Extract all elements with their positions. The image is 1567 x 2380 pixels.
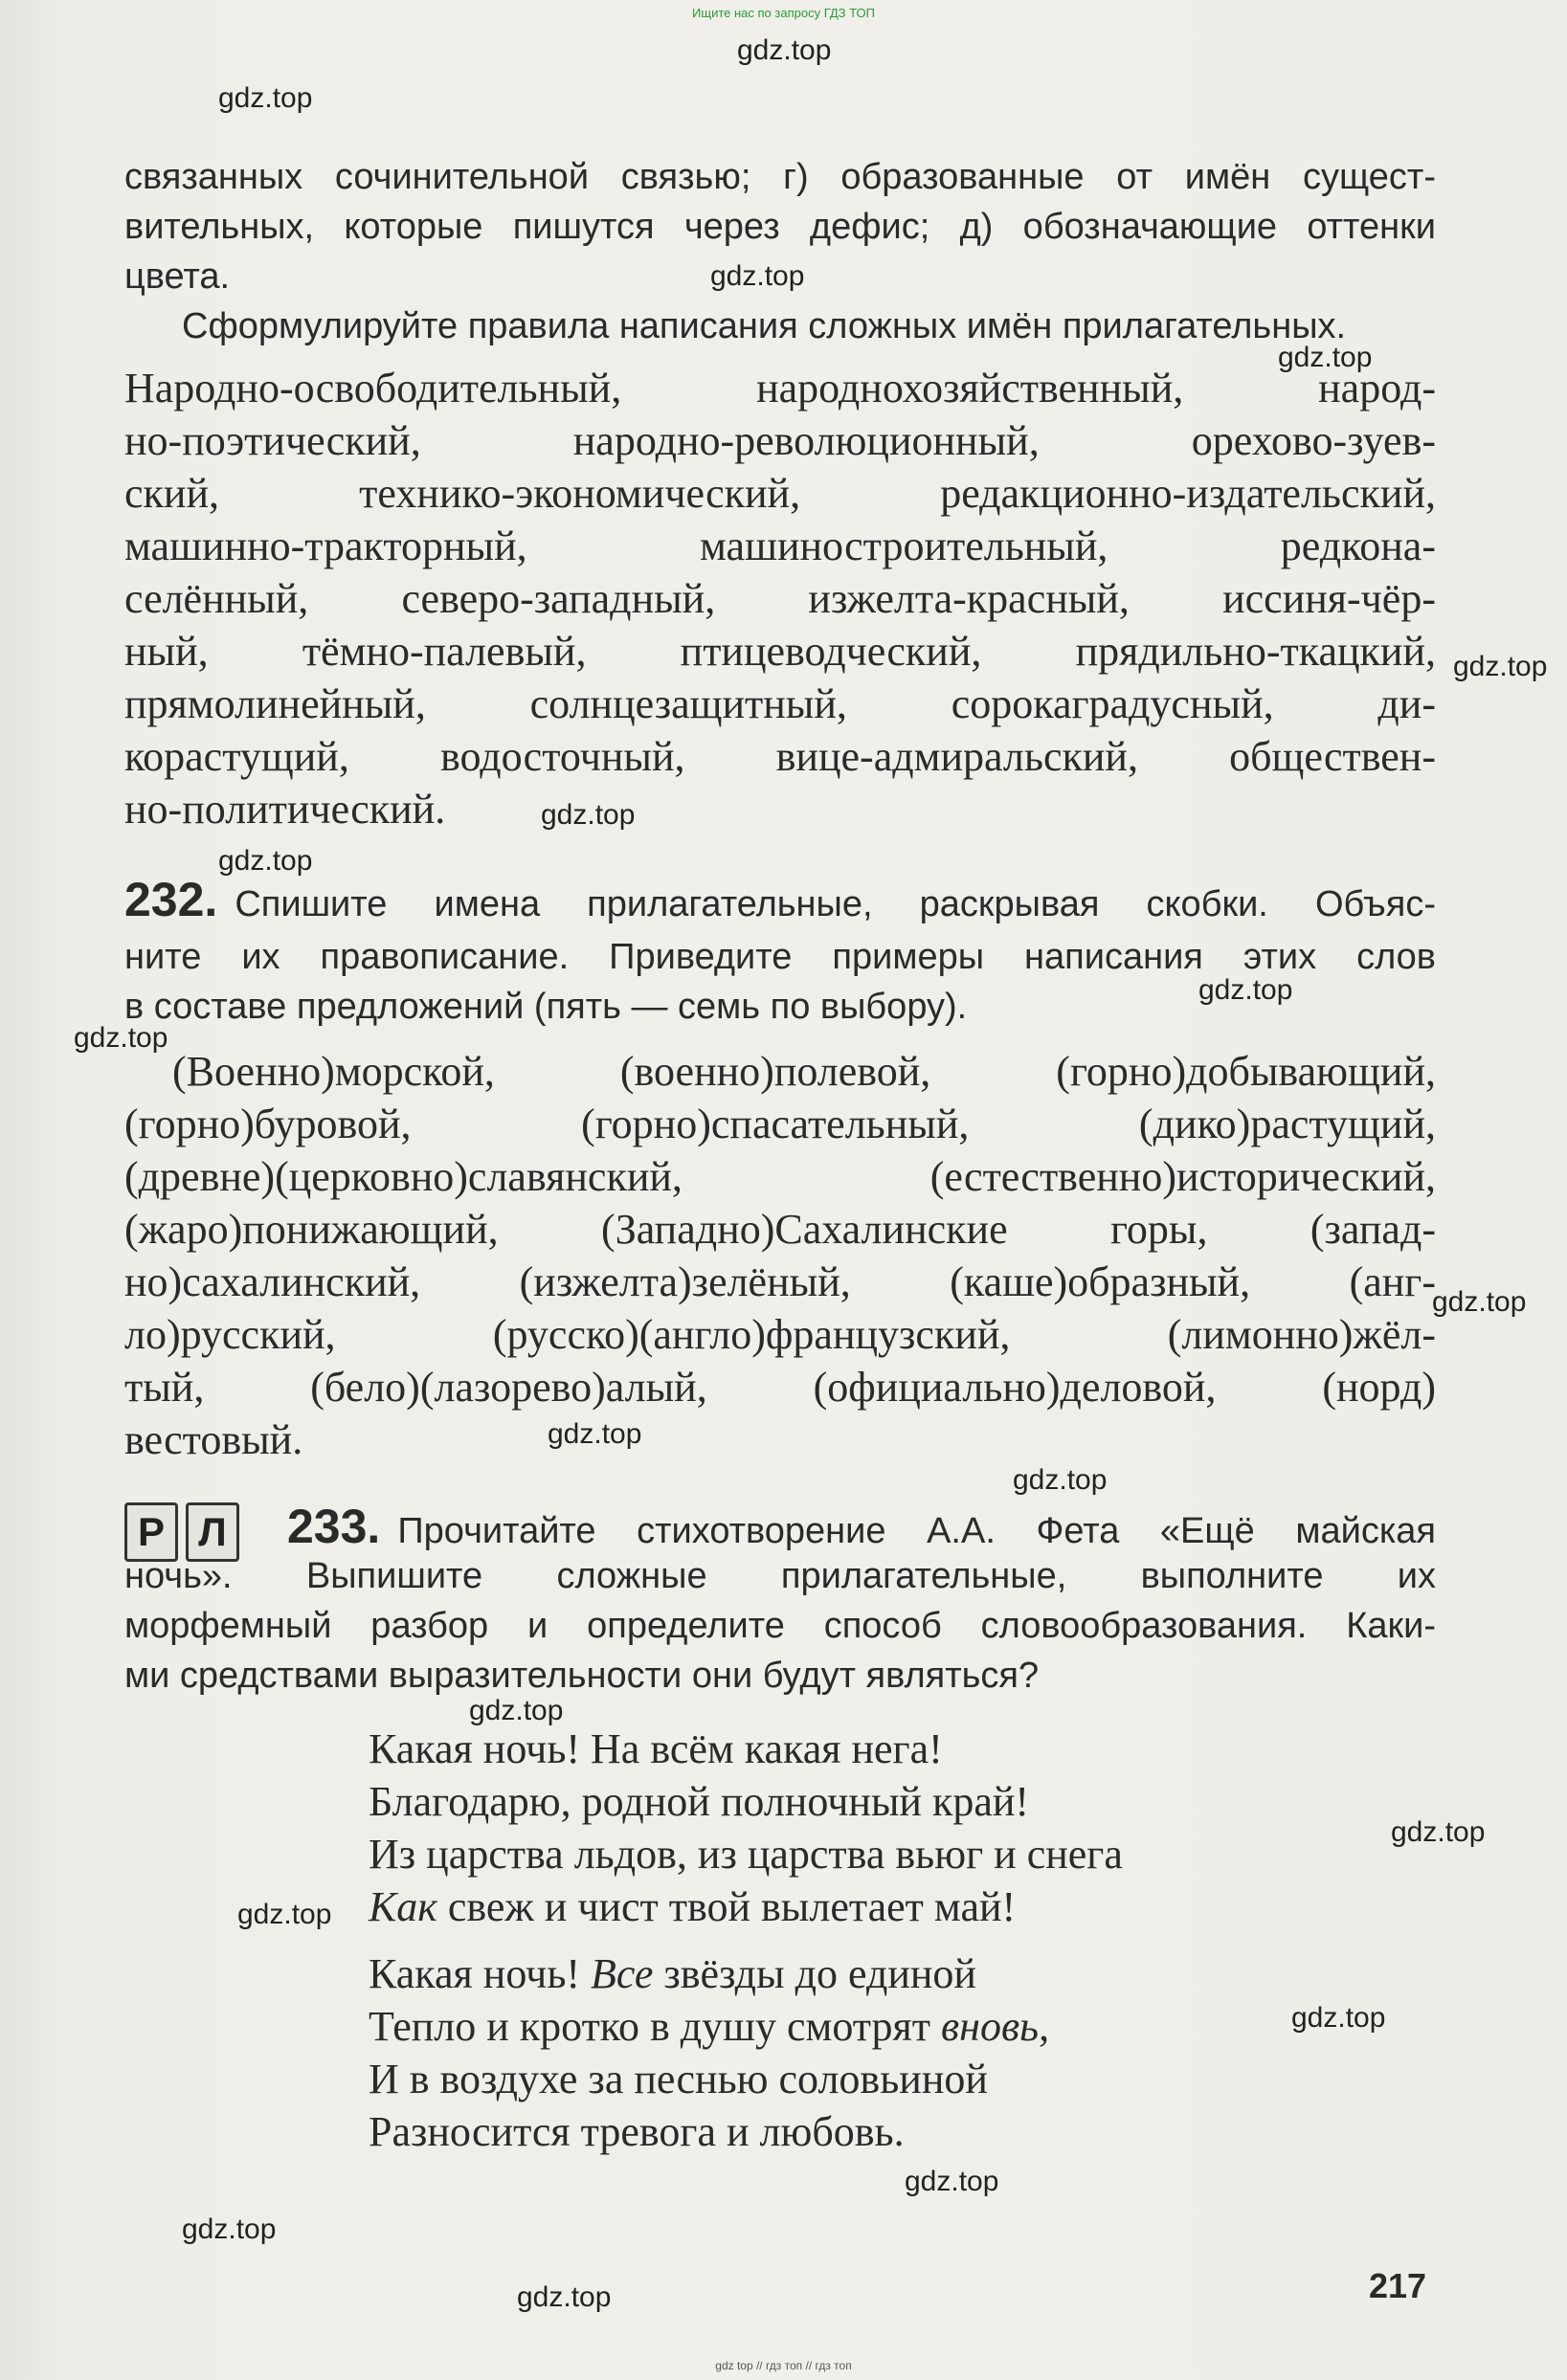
poem-line: Из царства льдов, из царства вьюг и снега — [369, 1831, 1123, 1878]
exercise-task: ми средствами выразительности они будут являться? — [124, 1656, 1040, 1696]
watermark: gdz.top — [710, 260, 805, 292]
intro-task: Сформулируйте правила написания сложных имён прилагательных. — [182, 306, 1347, 346]
exercise-task: ните их правописание. Приведите примеры написания этих слов — [124, 937, 1436, 977]
word-line: ло)русский, (русско)(англо)французский, (лимонно)жёл- — [124, 1311, 1436, 1358]
word-line: (Военно)морской, (военно)полевой, (горно)добывающий, — [172, 1048, 1436, 1095]
exercise-number: 233. — [287, 1500, 381, 1553]
watermark: gdz.top — [1291, 2002, 1386, 2034]
watermark: gdz.top — [1391, 1816, 1486, 1848]
page-number: 217 — [1369, 2266, 1427, 2305]
word-line: (жаро)понижающий, (Западно)Сахалинские горы, (запад- — [124, 1206, 1436, 1253]
exercise-task: Спишите имена прилагательные, раскрывая скобки. Объяс- — [235, 884, 1436, 924]
exercise-task: в составе предложений (пять — семь по выбору). — [124, 987, 968, 1027]
watermark: gdz.top — [218, 82, 313, 114]
word-line: корастущий, водосточный, вице-адмиральский, обществен- — [124, 733, 1436, 780]
poem-line: Тепло и кротко в душу смотрят вновь, — [369, 2003, 1050, 2050]
word-line: ский, технико-экономический, редакционно-издательский, — [124, 470, 1436, 517]
poem-line: Какая ночь! На всём какая нега! — [369, 1725, 943, 1772]
word-line: тый, (бело)(лазорево)алый, (официально)деловой, (норд) — [124, 1364, 1436, 1411]
exercise-task: Прочитайте стихотворение А.А. Фета «Ещё майская — [397, 1511, 1436, 1551]
watermark: gdz.top — [1432, 1286, 1527, 1318]
watermark: gdz.top — [1013, 1464, 1108, 1496]
word-line: машинно-тракторный, машиностроительный, редкона- — [124, 523, 1436, 569]
intro-line: связанных сочинительной связью; г) образованные от имён сущест- — [124, 157, 1436, 197]
word-line: но-поэтический, народно-революционный, орехово-зуев- — [124, 417, 1436, 464]
watermark: gdz.top — [1278, 342, 1373, 373]
poem-line: Благодарю, родной полночный край! — [369, 1778, 1030, 1825]
word-line: вестовый. — [124, 1416, 303, 1463]
word-line: Народно-освободительный, народнохозяйственный, народ- — [124, 365, 1436, 411]
watermark: gdz.top — [905, 2166, 999, 2197]
watermark: gdz.top — [1453, 651, 1548, 682]
word-line: прямолинейный, солнцезащитный, сорокаградусный, ди- — [124, 680, 1436, 727]
poem-line: Разносится тревога и любовь. — [369, 2108, 905, 2155]
word-line: (древне)(церковно)славянский, (естественно)исторический, — [124, 1153, 1436, 1200]
watermark: gdz.top — [541, 799, 636, 831]
exercise-232-header — [124, 873, 1436, 928]
word-line: ный, тёмно-палевый, птицеводческий, прядильно-ткацкий, — [124, 628, 1436, 675]
badge-l: Л — [186, 1502, 239, 1562]
header-note: Ищите нас по запросу ГДЗ ТОП — [692, 6, 875, 20]
watermark: gdz.top — [1198, 974, 1293, 1006]
exercise-number: 232. — [124, 873, 218, 926]
intro-line: вительных, которые пишутся через дефис; д) обозначающие оттенки — [124, 207, 1436, 247]
word-line: селённый, северо-западный, изжелта-красный, иссиня-чёр- — [124, 575, 1436, 622]
watermark: gdz.top — [237, 1899, 332, 1930]
word-line: но)сахалинский, (изжелта)зелёный, (каше)образный, (анг- — [124, 1258, 1436, 1305]
footer-note: gdz top // гдз топ // гдз топ — [715, 2359, 852, 2372]
watermark: gdz.top — [517, 2281, 612, 2313]
intro-line: цвета. — [124, 256, 231, 297]
watermark: gdz.top — [548, 1418, 642, 1450]
exercise-233-header — [287, 1502, 1436, 1555]
exercise-task: ночь». Выпишите сложные прилагательные, выполните их — [124, 1556, 1436, 1596]
poem-line: Как свеж и чист твой вылетает май! — [369, 1883, 1017, 1930]
poem-line: Какая ночь! Все звёзды до единой — [369, 1950, 976, 1997]
word-line: но-политический. — [124, 786, 446, 833]
watermark: gdz.top — [218, 845, 313, 877]
exercise-task: морфемный разбор и определите способ словообразования. Каки- — [124, 1606, 1436, 1646]
badge-r: Р — [124, 1502, 178, 1562]
watermark: gdz.top — [74, 1022, 168, 1054]
watermark: gdz.top — [182, 2213, 277, 2245]
watermark: gdz.top — [469, 1695, 564, 1726]
watermark: gdz.top — [737, 34, 832, 66]
word-line: (горно)буровой, (горно)спасательный, (дико)растущий, — [124, 1101, 1436, 1147]
poem-line: И в воздухе за песнью соловьиной — [369, 2056, 988, 2102]
